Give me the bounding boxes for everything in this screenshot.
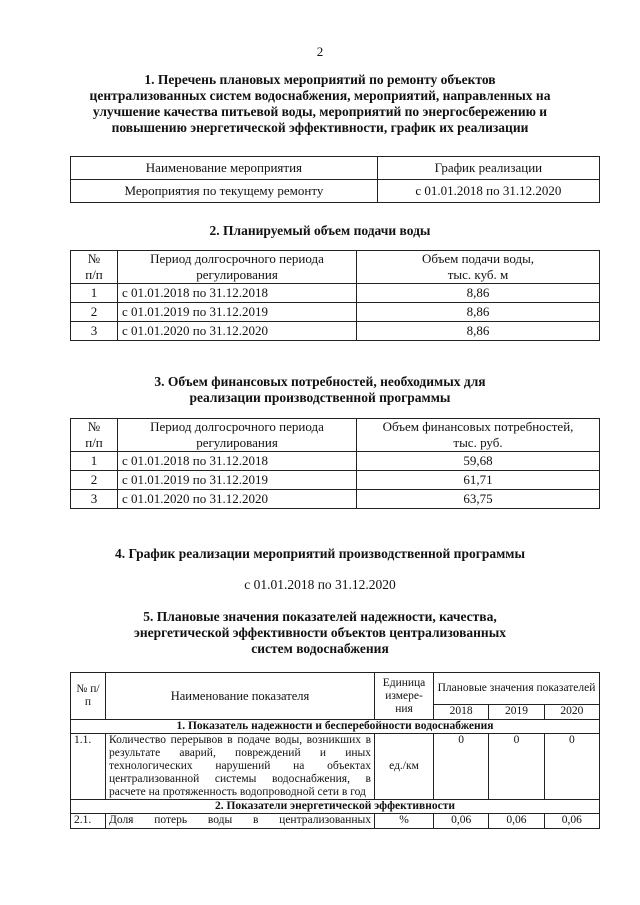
table-cell: с 01.01.2019 по 31.12.2019	[118, 303, 357, 322]
table-cell: 2	[71, 471, 118, 490]
section3-title	[0, 374, 640, 406]
table-cell: 8,86	[357, 303, 600, 322]
header-text: п/п	[85, 267, 103, 282]
table-group-row	[71, 800, 600, 814]
header-text: Объем финансовых потребностей,	[382, 419, 574, 434]
header-year: 2018	[434, 704, 489, 719]
section5-title-line: энергетической эффективности объектов централизованных	[133, 625, 506, 640]
section4-title-line: 4. График реализации мероприятий производственной программы	[114, 546, 526, 561]
table-header-row	[71, 673, 600, 705]
table-row	[71, 814, 600, 829]
table-cell: с 01.01.2020 по 31.12.2020	[118, 322, 357, 341]
table-cell: Количество перерывов в подаче воды, возникших в результате аварий, повреждений и иных технологических нарушений на объектах централизованной системы водоснабжения, в расчете на протяженность водопроводной сети в год	[106, 734, 375, 800]
header-planned: Плановые значения показателей	[434, 673, 600, 705]
table-cell: 1	[71, 284, 118, 303]
header-text: п/п	[85, 435, 103, 450]
table-cell: 61,71	[357, 471, 600, 490]
table-row	[71, 303, 600, 322]
section4-period: с 01.01.2018 по 31.12.2020	[244, 577, 396, 592]
section3-title-line: реализации производственной программы	[189, 390, 451, 405]
table-row	[71, 322, 600, 341]
header-text: регулирования	[196, 267, 278, 282]
header-period	[118, 251, 357, 284]
header-text: №	[87, 251, 101, 266]
table-row	[71, 452, 600, 471]
section1-title-line: улучшение качества питьевой воды, мероприятий по энергосбережению и	[92, 104, 548, 119]
table-cell: с 01.01.2019 по 31.12.2019	[118, 471, 357, 490]
table-cell: 0,06	[544, 814, 599, 829]
table-cell: 0	[434, 734, 489, 800]
financial-needs-table	[70, 418, 600, 509]
header-num	[71, 251, 118, 284]
page-number: 2	[316, 44, 324, 59]
header-cell: График реализации	[377, 157, 599, 180]
section1-title-line: повышению энергетической эффективности, график их реализации	[111, 120, 529, 135]
section5-title-line: систем водоснабжения	[251, 641, 389, 656]
table-row	[71, 284, 600, 303]
section4-title	[0, 546, 640, 562]
header-cell: Наименование мероприятия	[71, 157, 378, 180]
table-cell: с 01.01.2018 по 31.12.2020	[377, 180, 599, 203]
table-cell: 1.1.	[71, 734, 106, 800]
header-text: №	[87, 419, 101, 434]
table-cell: 0	[489, 734, 544, 800]
section2-title	[0, 223, 640, 239]
measures-table	[70, 156, 600, 203]
table-header-row	[71, 419, 600, 452]
group-heading: 1. Показатель надежности и бесперебойности водоснабжения	[71, 720, 600, 734]
table-cell: с 01.01.2020 по 31.12.2020	[118, 490, 357, 509]
section2-title-line: 2. Планируемый объем подачи воды	[209, 223, 431, 238]
table-cell: 0	[544, 734, 599, 800]
table-row	[71, 471, 600, 490]
header-name: Наименование показателя	[106, 673, 375, 720]
table-cell: ед./км	[375, 734, 434, 800]
header-text: регулирования	[196, 435, 278, 450]
table-group-row	[71, 720, 600, 734]
header-text: Период долгосрочного периода	[150, 419, 324, 434]
table-cell: 0,06	[489, 814, 544, 829]
table-header-row	[71, 251, 600, 284]
table-cell: 2	[71, 303, 118, 322]
section1-title-line: централизованных систем водоснабжения, мероприятий, направленных на	[89, 88, 551, 103]
table-cell: 3	[71, 322, 118, 341]
table-row	[71, 180, 600, 203]
indicators-table	[70, 672, 600, 829]
table-row	[71, 734, 600, 800]
table-cell: %	[375, 814, 434, 829]
section1-title	[0, 72, 640, 136]
table-cell: 3	[71, 490, 118, 509]
section5-title	[0, 609, 640, 657]
header-unit: Единица измере-ния	[375, 673, 434, 720]
header-year: 2020	[544, 704, 599, 719]
header-value	[357, 251, 600, 284]
table-cell: Доля потерь воды в централизованных	[106, 814, 375, 829]
header-num	[71, 419, 118, 452]
table-cell: 59,68	[357, 452, 600, 471]
header-year: 2019	[489, 704, 544, 719]
section3-title-line: 3. Объем финансовых потребностей, необходимых для	[154, 374, 486, 389]
section5-title-line: 5. Плановые значения показателей надежности, качества,	[143, 609, 497, 624]
header-period	[118, 419, 357, 452]
table-cell: 63,75	[357, 490, 600, 509]
table-cell: с 01.01.2018 по 31.12.2018	[118, 452, 357, 471]
table-cell: с 01.01.2018 по 31.12.2018	[118, 284, 357, 303]
header-text: тыс. куб. м	[447, 267, 509, 282]
section1-title-line: 1. Перечень плановых мероприятий по ремонту объектов	[144, 72, 496, 87]
water-supply-table	[70, 250, 600, 341]
group-heading: 2. Показатели энергетической эффективности	[71, 800, 600, 814]
table-cell: 8,86	[357, 284, 600, 303]
table-cell: 1	[71, 452, 118, 471]
table-cell: 2.1.	[71, 814, 106, 829]
table-cell: Мероприятия по текущему ремонту	[71, 180, 378, 203]
header-num: № п/п	[71, 673, 106, 720]
table-cell: 8,86	[357, 322, 600, 341]
table-cell: 0,06	[434, 814, 489, 829]
table-header-row	[71, 157, 600, 180]
header-value	[357, 419, 600, 452]
header-text: Объем подачи воды,	[421, 251, 535, 266]
header-text: тыс. руб.	[453, 435, 503, 450]
table-row	[71, 490, 600, 509]
header-text: Период долгосрочного периода	[150, 251, 324, 266]
